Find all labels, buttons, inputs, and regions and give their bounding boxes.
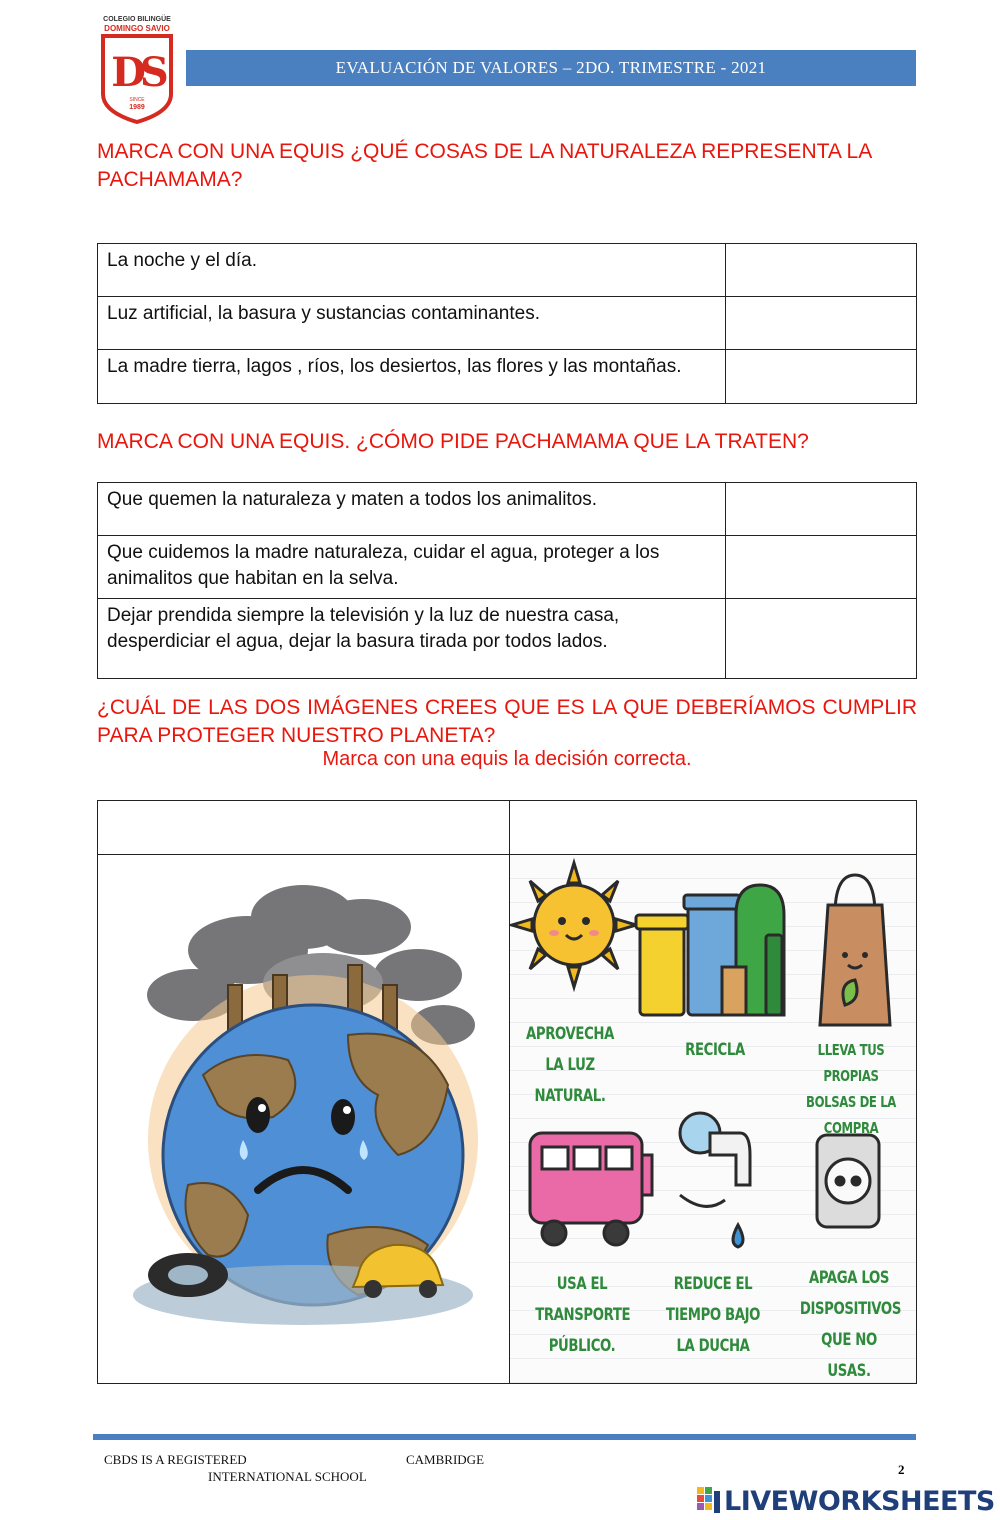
school-logo [96,12,178,124]
question1-table [97,243,917,404]
recycle-bins-icon [636,885,784,1015]
answer-box[interactable] [726,297,917,350]
page-number: 2 [898,1462,905,1477]
question2-prompt: MARCA CON UNA EQUIS. ¿CÓMO PIDE PACHAMAMA QUE LA TRATEN? [97,430,809,453]
answer-box[interactable] [726,350,917,404]
polluted-earth-illustration [98,855,509,1383]
option-text: La noche y el día. [98,244,726,297]
option-text: Que quemen la naturaleza y maten a todos los animalitos. [98,483,726,536]
question3-prompt: ¿CUÁL DE LAS DOS IMÁGENES CREES QUE ES LA QUE DEBERÍAMOS CUMPLIR PARA PROTEGER NUESTRO PLANETA? [97,696,917,747]
eco-tips-illustration [510,855,916,1383]
logo-year: 1989 [129,104,145,111]
table-row [98,244,917,297]
option-text: Luz artificial, la basura y sustancias contaminantes. [98,297,726,350]
option-text: Que cuidemos la madre naturaleza, cuidar el agua, proteger a los animalitos que habitan en la selva. [98,536,726,599]
footer-right-text: CAMBRIDGE [406,1452,485,1467]
logo-school-name-1: COLEGIO BILINGÜE [103,16,171,23]
table-row [98,297,917,350]
page-title: EVALUACIÓN DE VALORES – 2DO. TRIMESTRE - 2021 [335,58,767,77]
sun-icon [512,863,636,987]
footer-left-text: CBDS IS A REGISTERED [104,1452,247,1467]
bus-icon [530,1133,652,1245]
answer-box-left[interactable] [98,801,509,854]
tip-recycle: RECICLA [685,1040,745,1060]
tip-public-transport: USA EL TRANSPORTE PÚBLICO. [535,1274,631,1356]
liveworksheets-brand[interactable] [697,1484,995,1518]
question1-prompt: MARCA CON UNA EQUIS ¿QUÉ COSAS DE LA NATURALEZA REPRESENTA LA PACHAMAMA? [97,140,872,191]
liveworksheets-wordmark: LIVEWORKSHEETS [724,1485,995,1517]
logo-monogram: DS [111,49,163,96]
question3-instruction: Marca con una equis la decisión correcta. [322,748,692,770]
answer-box[interactable] [726,599,917,679]
tip-turn-off-devices: APAGA LOS DISPOSITIVOS QUE NO USAS. [799,1268,901,1381]
tip-natural-light: APROVECHA LA LUZ NATURAL. [525,1024,615,1106]
answer-box-right[interactable] [510,801,916,854]
table-row [98,350,917,404]
option-text: La madre tierra, lagos , ríos, los desiertos, las flores y las montañas. [98,350,726,404]
table-row [98,483,917,536]
logo-since: SINCE [129,97,145,103]
tip-own-bags: LLEVA TUS PROPIAS BOLSAS DE LA COMPRA [806,1041,896,1137]
answer-box[interactable] [726,244,917,297]
question2-table [97,482,917,679]
tip-shorter-shower: REDUCE EL TIEMPO BAJO LA DUCHA [665,1274,761,1356]
answer-box[interactable] [726,483,917,536]
option-text: Dejar prendida siempre la televisión y la luz de nuestra casa, desperdiciar el agua, dejar la basura tirada por todos lados. [98,599,726,679]
power-socket-icon [817,1135,879,1227]
answer-box[interactable] [726,536,917,599]
footer-second-line: INTERNATIONAL SCHOOL [208,1469,367,1484]
table-row [98,599,917,679]
header-title-bar [186,50,916,86]
faucet-drop-icon [680,1113,750,1247]
footer-divider [93,1434,916,1440]
liveworksheets-logo-icon [697,1487,721,1515]
tire-icon [148,1253,228,1297]
shopping-bag-icon [820,875,890,1025]
table-row [98,536,917,599]
image-choice-grid [97,800,917,1384]
logo-school-name-2: DOMINGO SAVIO [104,24,170,33]
